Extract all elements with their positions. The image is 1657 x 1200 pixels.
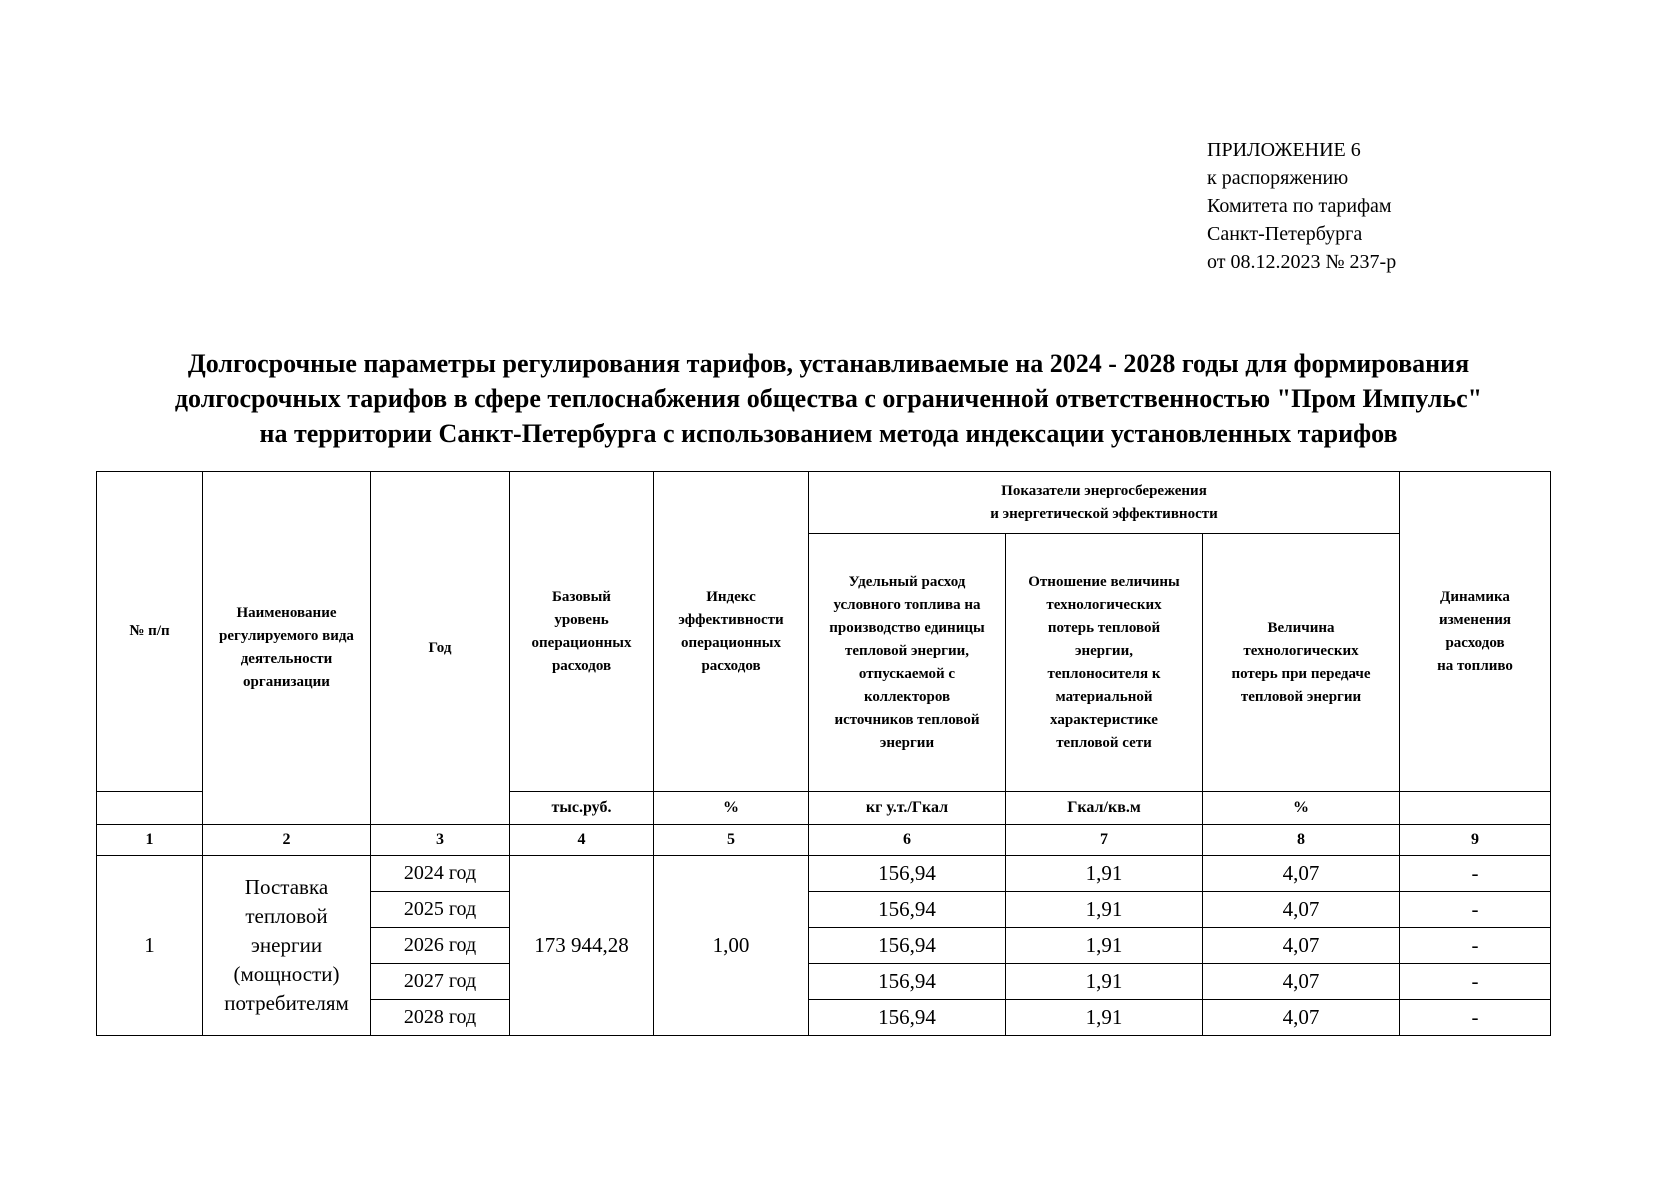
dynamics-value: - bbox=[1400, 1000, 1551, 1036]
header-energy-group: Показатели энергосбережения и энергетической эффективности bbox=[809, 472, 1400, 534]
unit-index: % bbox=[654, 792, 809, 825]
losses-value: 4,07 bbox=[1203, 856, 1400, 892]
header-year: Год bbox=[371, 472, 510, 825]
efficiency-index-value: 1,00 bbox=[654, 856, 809, 1036]
year-cell: 2027 год bbox=[371, 964, 510, 1000]
header-tech-losses: Величина технологических потерь при передаче тепловой энергии bbox=[1203, 534, 1400, 792]
base-level-value: 173 944,28 bbox=[510, 856, 654, 1036]
appendix-line: Санкт-Петербурга bbox=[1207, 223, 1363, 245]
title-line: на территории Санкт-Петербурга с использованием метода индексации установленных тарифов bbox=[259, 419, 1398, 448]
header-base-level: Базовый уровень операционных расходов bbox=[510, 472, 654, 792]
title-line: Долгосрочные параметры регулирования тарифов, устанавливаемые на 2024 - 2028 годы для формирования bbox=[187, 349, 1470, 378]
dynamics-value: - bbox=[1400, 892, 1551, 928]
header-fuel-dynamics: Динамика изменения расходов на топливо bbox=[1400, 472, 1551, 792]
losses-value: 4,07 bbox=[1203, 892, 1400, 928]
header-loss-ratio: Отношение величины технологических потерь тепловой энергии, теплоносителя к материальной характеристике тепловой сети bbox=[1006, 534, 1203, 792]
column-number: 9 bbox=[1400, 825, 1551, 856]
row-num: 1 bbox=[97, 856, 203, 1036]
fuel-value: 156,94 bbox=[809, 1000, 1006, 1036]
column-number: 2 bbox=[203, 825, 371, 856]
header-num: № п/п bbox=[97, 472, 203, 792]
unit-fuel: кг у.т./Гкал bbox=[809, 792, 1006, 825]
column-number: 4 bbox=[510, 825, 654, 856]
appendix-date: от 08.12.2023 № 237-р bbox=[1207, 251, 1397, 273]
losses-value: 4,07 bbox=[1203, 928, 1400, 964]
header-efficiency-index: Индекс эффективности операционных расходов bbox=[654, 472, 809, 792]
unit-ratio: Гкал/кв.м bbox=[1006, 792, 1203, 825]
column-number: 7 bbox=[1006, 825, 1203, 856]
year-cell: 2025 год bbox=[371, 892, 510, 928]
unit-empty bbox=[97, 792, 203, 825]
losses-value: 4,07 bbox=[1203, 964, 1400, 1000]
year-cell: 2026 год bbox=[371, 928, 510, 964]
header-fuel-consumption: Удельный расход условного топлива на производство единицы тепловой энергии, отпускаемой с коллекторов источников тепловой энергии bbox=[809, 534, 1006, 792]
ratio-value: 1,91 bbox=[1006, 928, 1203, 964]
ratio-value: 1,91 bbox=[1006, 1000, 1203, 1036]
column-number: 6 bbox=[809, 825, 1006, 856]
unit-base: тыс.руб. bbox=[510, 792, 654, 825]
header-activity: Наименование регулируемого вида деятельности организации bbox=[203, 472, 371, 825]
fuel-value: 156,94 bbox=[809, 856, 1006, 892]
title-line: долгосрочных тарифов в сфере теплоснабжения общества с ограниченной ответственностью "Пром Импульс" bbox=[174, 384, 1483, 413]
appendix-line: Комитета по тарифам bbox=[1207, 195, 1392, 217]
table-row bbox=[97, 856, 1551, 892]
unit-empty bbox=[1400, 792, 1551, 825]
fuel-value: 156,94 bbox=[809, 892, 1006, 928]
dynamics-value: - bbox=[1400, 964, 1551, 1000]
document-title bbox=[100, 346, 1557, 451]
ratio-value: 1,91 bbox=[1006, 892, 1203, 928]
column-number: 3 bbox=[371, 825, 510, 856]
column-number: 5 bbox=[654, 825, 809, 856]
header-row bbox=[97, 472, 1551, 534]
dynamics-value: - bbox=[1400, 856, 1551, 892]
appendix-line: к распоряжению bbox=[1207, 167, 1349, 189]
year-cell: 2028 год bbox=[371, 1000, 510, 1036]
column-number: 1 bbox=[97, 825, 203, 856]
fuel-value: 156,94 bbox=[809, 964, 1006, 1000]
fuel-value: 156,94 bbox=[809, 928, 1006, 964]
appendix-block bbox=[1207, 136, 1396, 276]
losses-value: 4,07 bbox=[1203, 1000, 1400, 1036]
column-number: 8 bbox=[1203, 825, 1400, 856]
year-cell: 2024 год bbox=[371, 856, 510, 892]
activity-name: Поставка тепловой энергии (мощности) потребителям bbox=[203, 856, 371, 1036]
column-numbers-row bbox=[97, 825, 1551, 856]
dynamics-value: - bbox=[1400, 928, 1551, 964]
unit-losses: % bbox=[1203, 792, 1400, 825]
ratio-value: 1,91 bbox=[1006, 964, 1203, 1000]
appendix-title: ПРИЛОЖЕНИЕ 6 bbox=[1207, 139, 1361, 161]
parameters-table bbox=[96, 471, 1551, 1036]
ratio-value: 1,91 bbox=[1006, 856, 1203, 892]
